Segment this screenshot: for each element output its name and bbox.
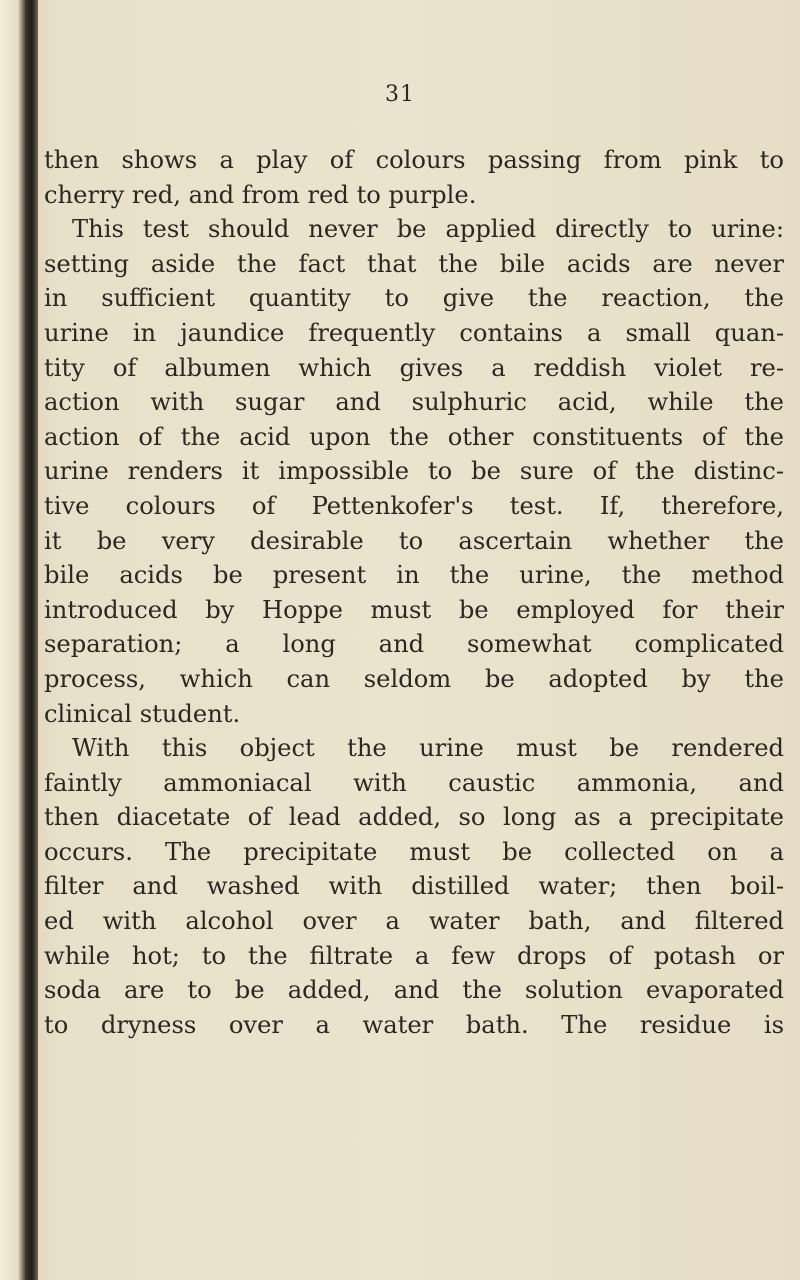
page-number: 31 [385,82,415,107]
text-line: bile acids be present in the urine, the method [44,561,784,590]
text-line: urine in jaundice frequently contains a small quan- [44,318,784,347]
text-line: tive colours of Pettenkofer's test. If, therefore, [44,491,784,520]
text-line: ed with alcohol over a water bath, and filtered [44,907,784,936]
text-line: soda are to be added, and the solution evaporated [44,976,784,1005]
text-line: action of the acid upon the other constituents of the [44,422,784,451]
text-line: while hot; to the filtrate a few drops of potash or [44,941,784,970]
text-line: setting aside the fact that the bile acids are never [44,249,784,278]
text-line: to dryness over a water bath. The residue is [44,1010,784,1039]
text-line: in sufficient quantity to give the reaction, the [44,284,784,313]
text-line: clinical student. [44,699,241,728]
text-line: separation; a long and somewhat complicated [44,630,784,659]
text-line: then shows a play of colours passing from pink to [44,146,784,174]
page-binding-edge [0,0,38,1280]
text-line: then diacetate of lead added, so long as a precipitate [44,803,784,832]
text-line: occurs. The precipitate must be collected on a [44,837,784,866]
body-text [44,143,784,1042]
text-line: cherry red, and from red to purple. [44,180,477,209]
text-line: filter and washed with distilled water; then boil- [44,872,784,901]
text-line: With this object the urine must be rendered [72,734,784,763]
text-line: introduced by Hoppe must be employed for their [44,595,784,624]
text-line: it be very desirable to ascertain whether the [44,526,784,555]
text-line: This test should never be applied directly to urine: [72,215,784,244]
text-line: process, which can seldom be adopted by the [44,664,784,693]
text-line: action with sugar and sulphuric acid, while the [44,388,784,417]
text-line: urine renders it impossible to be sure of the distinc- [44,457,784,486]
text-line: tity of albumen which gives a reddish violet re- [44,353,784,382]
text-line: faintly ammoniacal with caustic ammonia, and [44,768,784,797]
